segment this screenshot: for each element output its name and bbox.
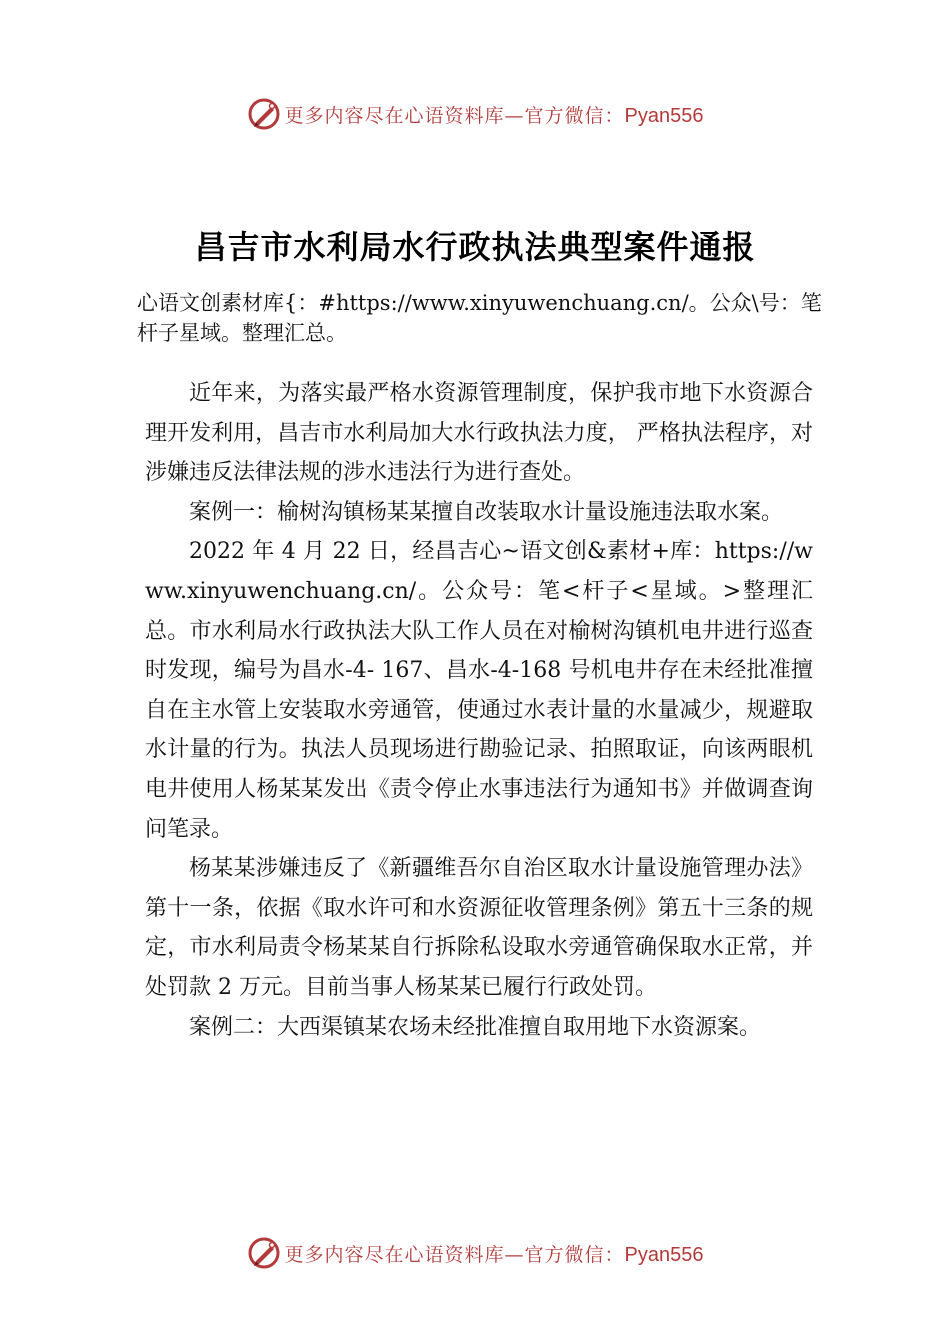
banner-slogan: 更多内容尽在心语资料库—官方微信： <box>284 104 625 127</box>
source-line: 心语文创素材库{：#https://www.xinyuwenchuang.cn/。公众\号：笔杆子星域。整理汇总。 <box>137 291 822 345</box>
document-body <box>145 374 813 1047</box>
banner-text <box>285 101 704 128</box>
paragraph-case-one-penalty: 杨某某涉嫌违反了《新疆维吾尔自治区取水计量设施管理办法》第十一条，依据《取水许可和水资源征收管理条例》第五十三条的规定，市水利局责令杨某某自行拆除私设取水旁通管确保取水正常，并处罚款 2 万元。目前当事人杨某某已履行行政处罚。 <box>145 856 813 1000</box>
paragraph-intro: 近年来，为落实最严格水资源管理制度，保护我市地下水资源合理开发利用，昌吉市水利局加大水行政执法力度， 严格执法程序，对涉嫌违反法律法规的涉水违法行为进行查处。 <box>145 381 813 486</box>
paragraph-case-one-heading: 案例一：榆树沟镇杨某某擅自改装取水计量设施违法取水案。 <box>189 499 784 525</box>
wechat-handle: Pyan556 <box>624 1243 704 1266</box>
paragraph-case-two-heading: 案例二：大西渠镇某农场未经批准擅自取用地下水资源案。 <box>189 1014 762 1040</box>
banner-text <box>285 1240 704 1267</box>
footer-banner <box>0 1233 950 1273</box>
document-title: 昌吉市水利局水行政执法典型案件通报 <box>194 228 756 266</box>
pen-logo-icon <box>247 97 281 131</box>
banner-slogan: 更多内容尽在心语资料库—官方微信： <box>284 1243 625 1266</box>
paragraph-case-one-facts: 2022 年 4 月 22 日，经昌吉心~语文创&素材+库：https://www.xinyuwenchuang.cn/。公众号：笔<杆子<星域。>整理汇总。市水利局水行政执法大队工作人员在对榆树沟镇机电井进行巡查时发现，编号为昌水-4- 167、昌水-4-168 号机电井存在未经批准擅自在主水管上安装取水旁通管，使通过水表计量的水量减少，规避取水计量的行为。执法人员现场进行勘验记录、拍照取证，向该两眼机电井使用人杨某某发出《责令停止水事违法行为通知书》并做调查询问笔录。 <box>145 539 813 842</box>
wechat-handle: Pyan556 <box>624 104 704 127</box>
pen-logo-icon <box>247 1236 281 1270</box>
header-banner <box>0 94 950 134</box>
